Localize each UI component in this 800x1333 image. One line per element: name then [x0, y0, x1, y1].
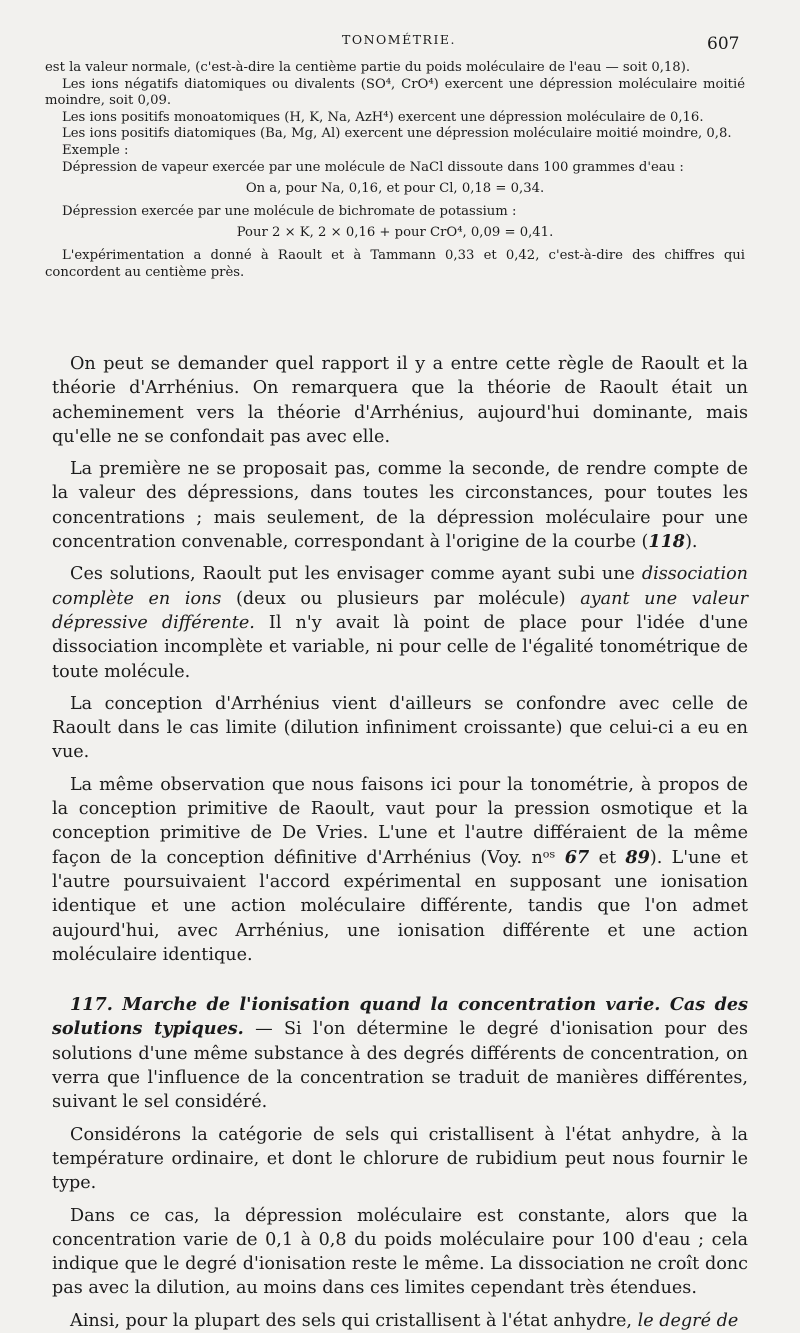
section-heading	[52, 993, 748, 1114]
small-paragraph: est la valeur normale, (c'est-à-dire la centième partie du poids moléculaire de l'eau — soit 0,18).	[45, 60, 691, 75]
emphasis: le degré de	[637, 1310, 739, 1331]
body-paragraph	[52, 457, 748, 554]
formula-line: Pour 2 × K, 2 × 0,16 + pour CrO⁴, 0,09 = 0,41.	[236, 225, 554, 241]
body-paragraph: Dans ce cas, la dépression moléculaire est constante, alors que la concentration varie de 0,1 à 0,8 du poids moléculaire pour 100 d'eau ; cela indique que le degré d'ionisation reste le même. La dissociation ne croît donc pas avec la dilution, au moins dans ces limites cependant très étendues.	[52, 1205, 748, 1299]
body-paragraph	[52, 773, 748, 967]
example-label: Exemple :	[62, 142, 129, 158]
page-header	[0, 28, 800, 52]
formula-line: On a, pour Na, 0,16, et pour Cl, 0,18 = 0,34.	[245, 181, 545, 197]
text-run: ). L'une et l'autre poursuivaient l'accord expérimental en supposant une ionisation identique et une action moléculaire différente, tandis que l'on admet aujourd'hui, avec Arrhénius, une ionisation différente et une action moléculaire identique.	[52, 847, 748, 965]
main-text-block	[52, 352, 748, 1333]
text-run: — Si l'on détermine le degré d'ionisation pour des solutions d'une même substance à des degrés différents de concentration, on verra que l'influence de la concentration se traduit de manières différentes, suivant le sel considéré.	[52, 1019, 748, 1113]
text-run: et	[589, 847, 626, 868]
small-paragraph: Dépression de vapeur exercée par une molécule de NaCl dissoute dans 100 grammes d'eau :	[62, 159, 684, 175]
small-paragraph: Les ions positifs diatomiques (Ba, Mg, Al) exercent une dépression moléculaire moitié moindre, 0,8.	[62, 126, 732, 142]
small-paragraph: Dépression exercée par une molécule de bichromate de potassium :	[62, 203, 517, 219]
text-run: Il n'y avait là point de place pour l'idée d'une dissociation incomplète et variable, ni pour celle de l'égalité tonométrique de toute molécule.	[52, 612, 748, 682]
small-paragraph: L'expérimentation a donné à Raoult et à Tammann 0,33 et 0,42, c'est-à-dire des chiffres qui concordent au centième près.	[45, 247, 745, 280]
body-paragraph: On peut se demander quel rapport il y a entre cette règle de Raoult et la théorie d'Arrhénius. On remarquera que la théorie de Raoult était un acheminement vers la théorie d'Arrhénius, aujourd'hui dominante, mais qu'elle ne se confondait pas avec elle.	[52, 354, 748, 447]
section-title: 117. Marche de l'ionisation quand la concentration varie. Cas des solutions typiques.	[52, 994, 748, 1040]
small-print-block	[45, 60, 745, 281]
text-run: ).	[685, 532, 698, 553]
running-title: TONOMÉTRIE.	[342, 32, 456, 47]
section-reference: 67	[564, 846, 590, 868]
text-run: Ces solutions, Raoult put les envisager comme ayant subi une	[70, 564, 642, 585]
section-reference: 118	[648, 531, 686, 553]
page-number: 607	[707, 34, 740, 54]
emphasis: ayant une valeur dépressive différente.	[52, 588, 748, 633]
body-paragraph	[52, 1309, 748, 1333]
text-run: La première ne se proposait pas, comme la seconde, de rendre compte de la valeur des dépressions, dans toutes les circonstances, pour toutes les concentrations ; mais seulement, de la dépression moléculaire pour une concentration convenable, correspondant à l'origine de la courbe (	[52, 459, 748, 553]
small-paragraph: Les ions négatifs diatomiques ou divalents (SO⁴, CrO⁴) exercent une dépression moléculaire moitié moindre, soit 0,09.	[45, 76, 745, 109]
emphasis: dissociation complète en ions	[52, 564, 748, 609]
text-run: La même observation que nous faisons ici pour la tonométrie, à propos de la conception primitive de Raoult, vaut pour la pression osmotique et la conception primitive de De Vries. L'une et l'autre différaient de la même façon de la conception définitive d'Arrhénius (Voy. nᵒˢ	[52, 774, 748, 868]
body-paragraph: Considérons la catégorie de sels qui cristallisent à l'état anhydre, à la température ordinaire, et dont le chlorure de rubidium peut nous fournir le type.	[52, 1124, 748, 1194]
section-reference: 89	[625, 846, 650, 868]
small-paragraph: Les ions positifs monoatomiques (H, K, Na, AzH⁴) exercent une dépression moléculaire de 0,16.	[62, 109, 704, 125]
body-paragraph	[52, 562, 748, 683]
body-paragraph: La conception d'Arrhénius vient d'ailleurs se confondre avec celle de Raoult dans le cas limite (dilution infiniment croissante) que celui-ci a eu en vue.	[52, 693, 748, 763]
text-run: (deux ou plusieurs par molécule)	[221, 588, 581, 609]
text-run: Ainsi, pour la plupart des sels qui cristallisent à l'état anhydre,	[70, 1310, 638, 1331]
